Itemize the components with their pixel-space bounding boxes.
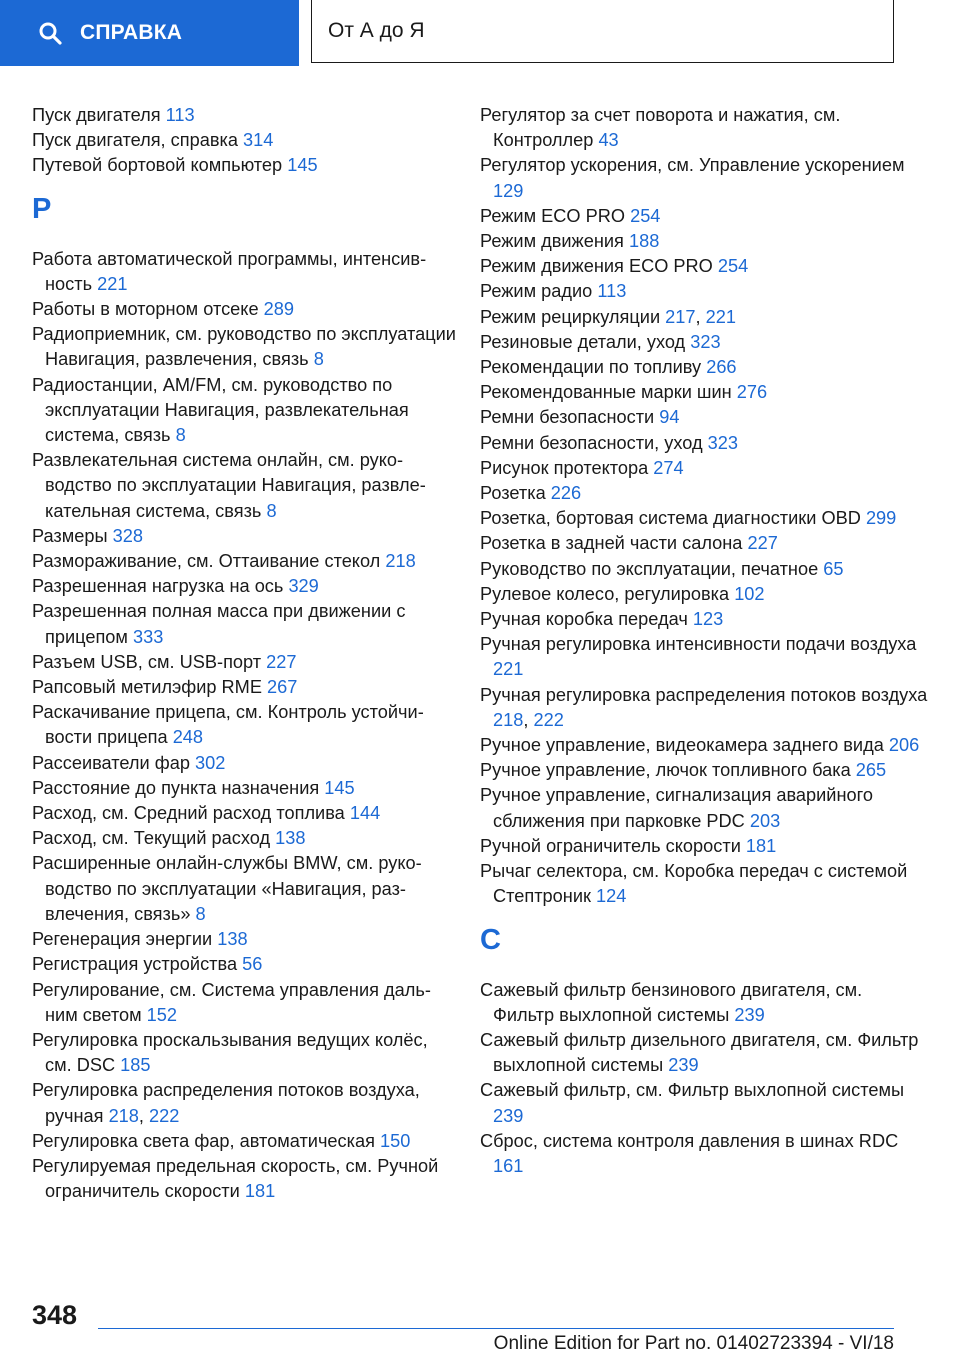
index-entry-text: Расход, см. Текущий расход: [32, 828, 271, 849]
index-entry: [480, 1078, 928, 1128]
search-tab-label: СПРАВКА: [80, 21, 183, 44]
page-link[interactable]: 8: [195, 903, 206, 924]
index-entry: [480, 632, 928, 682]
index-entry-text: Режим рециркуляции: [480, 306, 661, 327]
index-entry: [32, 826, 457, 851]
index-entry: [480, 859, 928, 909]
index-entry-text: Режим движения: [480, 231, 624, 252]
index-letter-heading: С: [480, 923, 501, 956]
index-entry-text: Работа автоматической программы, интенсивность: [32, 248, 427, 294]
index-entry-text: Рулевое колесо, регулировка: [480, 583, 730, 604]
page-link[interactable]: 218: [108, 1105, 139, 1126]
page-link[interactable]: 145: [324, 777, 355, 798]
page-link[interactable]: 152: [146, 1004, 177, 1025]
index-entry: [480, 481, 928, 506]
page-link[interactable]: 239: [493, 1105, 524, 1126]
index-entry: [32, 153, 457, 178]
index-entry: [32, 128, 457, 153]
page-link[interactable]: 299: [865, 508, 897, 529]
index-entry-text: Режим радио: [480, 281, 593, 302]
index-entry: [32, 599, 457, 649]
page-link[interactable]: 138: [217, 929, 248, 950]
page-link[interactable]: 254: [717, 256, 749, 277]
index-entry: [32, 776, 457, 801]
index-entry: Ручная регулировка распределения потоков воздуха 218, 222: [480, 684, 928, 730]
search-tab[interactable]: [0, 0, 299, 66]
index-entry-text: Регенерация энергии: [32, 929, 213, 950]
index-entry: [32, 700, 457, 750]
page-link[interactable]: 221: [97, 273, 128, 294]
index-entry: [32, 650, 457, 675]
index-entry-text: Расстояние до пункта назначения: [32, 777, 320, 798]
index-entry: [480, 103, 928, 153]
page-link[interactable]: 218: [493, 709, 524, 730]
index-entry-text: Сажевый фильтр бензинового двигателя, см. Фильтр выхлопной системы: [480, 979, 863, 1025]
page-link[interactable]: 265: [855, 760, 887, 781]
page-link[interactable]: 113: [165, 105, 195, 125]
index-entry: [32, 927, 457, 952]
index-entry-text: Ручная регулировка распределения потоков воздуха: [480, 684, 928, 705]
index-entry: [32, 851, 457, 927]
index-entry: [480, 607, 928, 632]
index-entry-text: Путевой бортовой компьютер: [32, 155, 283, 176]
index-entry: [32, 751, 457, 776]
index-entry: [480, 506, 928, 531]
page-link[interactable]: 222: [533, 709, 564, 730]
index-entry-text: Сажевый фильтр, см. Фильтр выхлопной системы: [480, 1080, 905, 1101]
page-link[interactable]: 323: [690, 331, 721, 352]
index-entry: [32, 373, 457, 449]
index-entry-text: Регистрация устройства: [32, 954, 238, 975]
page-link[interactable]: 144: [349, 803, 381, 824]
header: [0, 0, 960, 66]
index-entry: [32, 297, 457, 322]
page-link[interactable]: 150: [380, 1130, 411, 1151]
page-link[interactable]: 188: [628, 231, 660, 252]
page-link[interactable]: 102: [734, 583, 765, 604]
index-entry-text: Ремни безопасности, уход: [480, 432, 703, 453]
page-link[interactable]: 113: [597, 281, 627, 302]
page-link[interactable]: 267: [267, 677, 298, 698]
index-entry: [32, 574, 457, 599]
index-entry-text: Регулирование, см. Система управления дальним светом: [32, 979, 431, 1025]
index-entry-text: Расход, см. Средний расход топлива: [32, 803, 345, 824]
index-entry: [32, 801, 457, 826]
index-entry-text: Расширенные онлайн-службы BMW, см. руководство по эксплуатации «Навигация, развлечения, связь»: [32, 853, 422, 924]
page-link[interactable]: 333: [132, 626, 164, 647]
index-entry: [32, 322, 457, 372]
index-entry: [480, 582, 928, 607]
page-link[interactable]: 94: [659, 407, 680, 428]
page-link[interactable]: 181: [745, 835, 777, 856]
index-entry-text: Розетка в задней части салона: [480, 533, 743, 554]
page-link[interactable]: 276: [736, 382, 768, 403]
a-to-z-tab-label: От А до Я: [328, 19, 425, 42]
page-number: 348: [32, 1300, 78, 1330]
page-link[interactable]: 329: [288, 576, 319, 597]
index-entry: [480, 834, 928, 859]
page-link[interactable]: 217: [665, 306, 696, 327]
index-entry-text: Радиостанции, AM/FM, см. руководство по эксплуатации Навигация, развлекательная система, связь: [32, 374, 409, 446]
edition-text: Online Edition for Part no. 01402723394 - VI/18: [493, 1333, 894, 1354]
index-entry-text: Регулятор ускорения, см. Управление ускорением: [480, 155, 905, 176]
index-entry-text: Ручная регулировка интенсивности подачи воздуха: [480, 634, 917, 655]
page-link[interactable]: 239: [668, 1055, 699, 1076]
a-to-z-tab[interactable]: [311, 0, 894, 63]
index-entry: [480, 330, 928, 355]
page-link[interactable]: 181: [244, 1181, 276, 1202]
index-entry: [480, 355, 928, 380]
index-entry-text: Ручное управление, сигнализация аварийного сближения при парковке PDC: [480, 785, 873, 831]
index-entry: [32, 1129, 457, 1154]
index-entry-text: Рассеиватели фар: [32, 752, 190, 773]
index-entry: [480, 758, 928, 783]
index-entry: [32, 952, 457, 977]
index-entry: [480, 229, 928, 254]
index-entry-text: Регулируемая предельная скорость, см. Ручной ограничитель скорости: [32, 1155, 439, 1202]
index-entry-text: Разъем USB, см. USB-порт: [32, 651, 262, 672]
index-entry-text: Разрешенная нагрузка на ось: [32, 576, 284, 597]
index-entry-text: Режим ECO PRO: [480, 205, 626, 226]
index-column-left: [32, 103, 457, 1204]
index-entry: [480, 380, 928, 405]
index-entry: [32, 1028, 457, 1078]
page-link[interactable]: 266: [706, 357, 737, 378]
search-icon: [38, 21, 62, 45]
page-link[interactable]: 206: [888, 735, 920, 756]
page-link[interactable]: 323: [707, 432, 739, 453]
footer-divider: [98, 1328, 894, 1329]
index-entry-text: Регулировка света фар, автоматическая: [32, 1130, 375, 1151]
index-entry: [480, 783, 928, 833]
index-entry: Режим рециркуляции 217, 221: [480, 306, 736, 327]
index-entry: [480, 733, 928, 758]
index-entry: [32, 247, 457, 297]
index-entry-text: Резиновые детали, уход: [480, 331, 686, 352]
index-entry: [480, 254, 928, 279]
index-entry-text: Разрешенная полная масса при движении с прицепом: [32, 601, 406, 647]
index-entry-text: Размеры: [32, 525, 108, 546]
page-link[interactable]: 254: [630, 205, 661, 226]
page-link[interactable]: 222: [149, 1105, 180, 1126]
index-letter-heading: Р: [32, 192, 52, 225]
page-link[interactable]: 221: [493, 659, 524, 680]
index-entry: [32, 448, 457, 524]
index-entry: [32, 524, 457, 549]
index-entry-text: Ремни безопасности: [480, 407, 655, 428]
index-entry-text: Работы в моторном отсеке: [32, 299, 259, 320]
index-entry-text: Раскачивание прицепа, см. Контроль устойчивости прицепа: [32, 702, 424, 748]
index-entry: [480, 279, 928, 304]
index-entry: [480, 431, 928, 456]
page-link[interactable]: 302: [195, 752, 226, 773]
index-entry-text: Регулировка проскальзывания ведущих колёс, см. DSC: [32, 1029, 428, 1076]
index-entry: [32, 675, 457, 700]
index-entry: [480, 1129, 928, 1179]
page-link[interactable]: 8: [313, 349, 324, 370]
page-link[interactable]: 328: [112, 525, 144, 546]
page-link[interactable]: 129: [493, 180, 524, 201]
index-entry: [480, 557, 928, 582]
index-entry: Регулировка распределения потоков воздуха, ручная 218, 222: [32, 1080, 420, 1126]
index-entry: [32, 1154, 457, 1204]
page-link[interactable]: 203: [749, 810, 781, 831]
page-link[interactable]: 56: [242, 954, 263, 975]
page-link[interactable]: 314: [243, 130, 274, 151]
index-entry: [480, 456, 928, 481]
index-entry-text: Сброс, система контроля давления в шинах RDC: [480, 1130, 899, 1151]
index-entry: [480, 405, 928, 430]
index-entry-text: Пуск двигателя: [32, 105, 161, 125]
index-entry: [480, 1028, 928, 1078]
index-entry-text: Ручное управление, лючок топливного бака: [480, 760, 851, 781]
index-entry-text: Ручная коробка передач: [480, 609, 688, 630]
index-entry: [32, 978, 457, 1028]
index-entry: [32, 549, 457, 574]
index-entry: [480, 978, 928, 1028]
index-entry-text: Ручное управление, видеокамера заднего вида: [480, 735, 884, 756]
index-entry-text: Рекомендации по топливу: [480, 357, 702, 378]
index-entry-text: Сажевый фильтр дизельного двигателя, см. Фильтр выхлопной системы: [480, 1029, 919, 1076]
page-link[interactable]: 124: [596, 886, 627, 907]
page-link[interactable]: 138: [275, 828, 306, 849]
page-link[interactable]: 65: [823, 558, 844, 579]
index-entry-text: Рекомендованные марки шин: [480, 382, 732, 403]
index-entry-text: Развлекательная система онлайн, см. руководство по эксплуатации Навигация, развлекательная система, связь: [32, 450, 426, 521]
index-entry-text: Пуск двигателя, справка: [32, 130, 238, 151]
page-link[interactable]: 289: [263, 299, 294, 320]
index-entry-text: Режим движения ECO PRO: [480, 256, 713, 277]
index-entry: [480, 531, 928, 556]
index-entry-text: Розетка, бортовая система диагностики OBD: [480, 508, 861, 529]
index-entry: [32, 103, 457, 128]
page-link[interactable]: 8: [175, 425, 186, 446]
index-entry-text: Рычаг селектора, см. Коробка передач с системой Стептроник: [480, 861, 908, 907]
page-link[interactable]: 8: [266, 500, 277, 521]
index-entry-text: Розетка: [480, 483, 546, 504]
page-link[interactable]: 123: [692, 609, 724, 630]
page-link[interactable]: 218: [385, 551, 416, 572]
index-entry-text: Рисунок протектора: [480, 457, 649, 478]
page-link[interactable]: 274: [653, 457, 684, 478]
index-entry-text: Радиоприемник, см. руководство по эксплуатации Навигация, развлечения, связь: [32, 324, 456, 370]
page-link[interactable]: 161: [493, 1155, 524, 1176]
index-entry-text: Ручной ограничитель скорости: [480, 835, 741, 856]
page-link[interactable]: 185: [120, 1055, 151, 1076]
page-link[interactable]: 43: [598, 130, 619, 151]
page-link[interactable]: 248: [172, 727, 204, 748]
page-link[interactable]: 145: [287, 155, 318, 176]
index-entry-text: Руководство по эксплуатации, печатное: [480, 558, 819, 579]
index-entry-text: Размораживание, см. Оттаивание стекол: [32, 551, 381, 572]
index-entry-text: Регулятор за счет поворота и нажатия, см. Контроллер: [480, 105, 841, 151]
index-column-right: [480, 103, 928, 1179]
index-entry-text: Регулировка распределения потоков воздуха, ручная: [32, 1080, 420, 1126]
page-link[interactable]: 226: [550, 483, 582, 504]
page-link[interactable]: 227: [266, 651, 297, 672]
index-entry-text: Рапсовый метилэфир RME: [32, 677, 262, 698]
index-entry: [480, 153, 928, 203]
page-link[interactable]: 221: [705, 306, 736, 327]
page-link[interactable]: 227: [747, 533, 778, 554]
index-entry: [480, 204, 928, 229]
page-link[interactable]: 239: [734, 1004, 765, 1025]
